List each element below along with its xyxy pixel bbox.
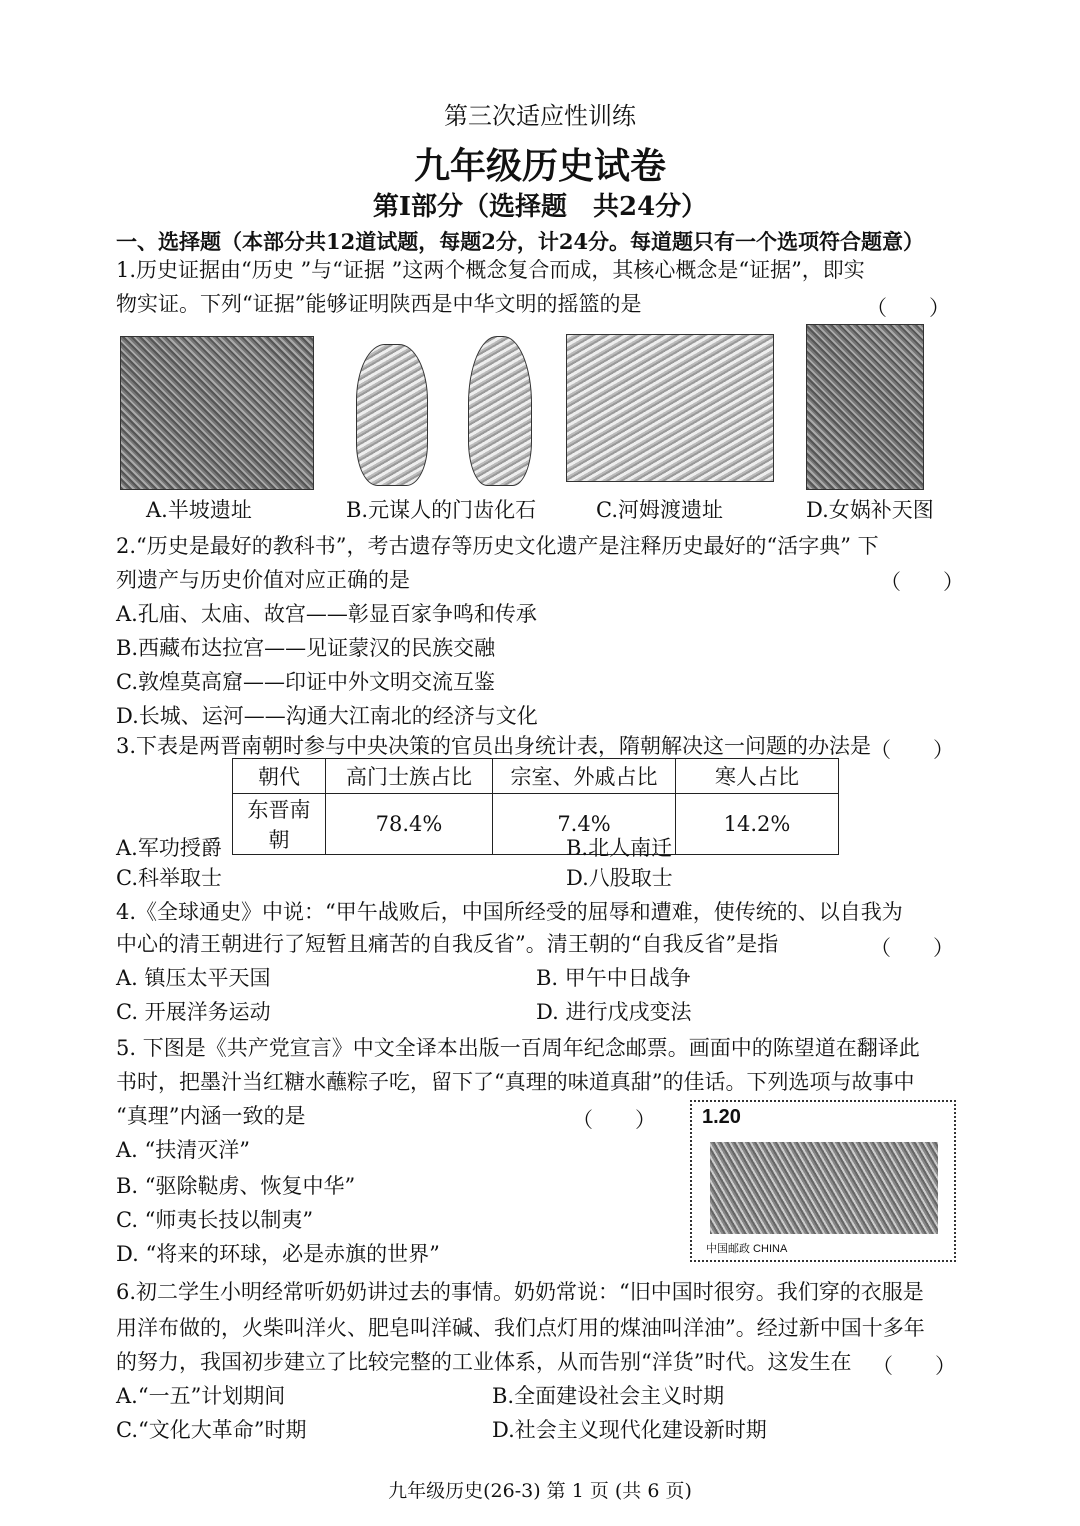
q2-option-d: D.长城、运河——沟通大江南北的经济与文化 [116, 704, 538, 728]
q1-answer-blank: （ ） [866, 296, 950, 320]
table-cell: 东晋南朝 [233, 794, 326, 855]
q2-option-a: A.孔庙、太庙、故宫——彰显百家争鸣和传承 [116, 602, 537, 626]
table-cell: 14.2% [676, 794, 839, 855]
table-header-cell: 寒人占比 [676, 759, 839, 794]
tooth-fossil-image-2 [468, 336, 532, 486]
stamp-value: 1.20 [702, 1106, 741, 1128]
table-header-cell: 朝代 [233, 759, 326, 794]
q6-option-b: B.全面建设社会主义时期 [492, 1384, 725, 1408]
table-cell: 78.4% [326, 794, 493, 855]
q1-stem-line2: 物实证。下列“证据”能够证明陕西是中华文明的摇篮的是 [116, 292, 642, 316]
q3-option-b: B.北人南迁 [566, 836, 673, 860]
q3-option-a: A.军功授爵 [116, 836, 222, 860]
hemudu-site-image [566, 334, 774, 482]
q5-option-b: B. “驱除鞑虏、恢复中华” [116, 1174, 356, 1198]
q1-option-c: C.河姆渡遗址 [596, 498, 723, 522]
tooth-fossil-image-1 [356, 344, 428, 486]
q5-answer-blank: （ ） [572, 1108, 656, 1132]
q4-option-c: C. 开展洋务运动 [116, 1000, 271, 1024]
q6-answer-blank: （ ） [872, 1354, 956, 1378]
part-heading: 第Ⅰ部分（选择题 共24分） [372, 192, 708, 222]
q4-option-a: A. 镇压太平天国 [116, 966, 271, 990]
table-header-cell: 宗室、外戚占比 [493, 759, 676, 794]
commemorative-stamp-image [690, 1100, 956, 1262]
q3-option-d: D.八股取士 [566, 866, 673, 890]
q2-option-c: C.敦煌莫高窟——印证中外文明交流互鉴 [116, 670, 495, 694]
q6-option-d: D.社会主义现代化建设新时期 [492, 1418, 767, 1442]
table-header-cell: 高门士族占比 [326, 759, 493, 794]
table-row [233, 794, 839, 855]
stamp-country: 中国邮政 CHINA [706, 1243, 788, 1255]
q1-option-d: D.女娲补天图 [806, 498, 934, 522]
page-footer: 九年级历史(26-3) 第 1 页 (共 6 页) [388, 1480, 692, 1502]
q2-option-b: B.西藏布达拉宫——见证蒙汉的民族交融 [116, 636, 496, 660]
q6-stem-line3: 的努力，我国初步建立了比较完整的工业体系，从而告别“洋货”时代。这发生在 [116, 1350, 852, 1374]
table-cell: 7.4% [493, 794, 676, 855]
q2-stem-line1: 2.“历史是最好的教科书”，考古遗存等历史文化遗产是注释历史最好的“活字典” 下 [116, 534, 879, 558]
q1-option-a: A.半坡遗址 [146, 498, 252, 522]
q5-stem-line1: 5. 下图是《共产党宣言》中文全译本出版一百周年纪念邮票。画面中的陈望道在翻译此 [116, 1036, 920, 1060]
exam-title: 九年级历史试卷 [413, 145, 666, 187]
q6-option-a: A.“一五”计划期间 [116, 1384, 286, 1408]
q3-option-c: C.科举取士 [116, 866, 222, 890]
q4-stem-line2: 中心的清王朝进行了短暂且痛苦的自我反省”。清王朝的“自我反省”是指 [116, 932, 779, 956]
q3-answer-blank: （ ） [870, 738, 954, 762]
q5-option-d: D. “将来的环球，必是赤旗的世界” [116, 1242, 440, 1266]
q1-stem-line1: 1.历史证据由“历史 ”与“证据 ”这两个概念复合而成，其核心概念是“证据”，即实 [116, 258, 865, 282]
q4-option-d: D. 进行戊戌变法 [536, 1000, 692, 1024]
q6-option-c: C.“文化大革命”时期 [116, 1418, 307, 1442]
q3-stem: 3.下表是两晋南朝时参与中央决策的官员出身统计表，隋朝解决这一问题的办法是 [116, 734, 872, 758]
q4-answer-blank: （ ） [870, 936, 954, 960]
table-header-row [233, 759, 839, 794]
q6-stem-line2: 用洋布做的，火柴叫洋火、肥皂叫洋碱、我们点灯用的煤油叫洋油”。经过新中国十多年 [116, 1316, 925, 1340]
q5-stem-line3: “真理”内涵一致的是 [116, 1104, 306, 1128]
banpo-site-image [120, 336, 314, 490]
officials-origin-table [232, 758, 839, 855]
q2-stem-line2: 列遗产与历史价值对应正确的是 [116, 568, 410, 592]
q5-option-a: A. “扶清灭洋” [116, 1138, 250, 1162]
section-heading: 一、选择题（本部分共12道试题，每题2分，计24分。每道题只有一个选项符合题意） [116, 229, 925, 254]
q2-answer-blank: （ ） [880, 570, 964, 594]
q5-option-c: C. “师夷长技以制夷” [116, 1208, 314, 1232]
exam-subtitle: 第三次适应性训练 [444, 102, 636, 130]
q4-option-b: B. 甲午中日战争 [536, 966, 691, 990]
q5-stem-line2: 书时，把墨汁当红糖水蘸粽子吃，留下了“真理的味道真甜”的佳话。下列选项与故事中 [116, 1070, 915, 1094]
q1-option-b: B.元谋人的门齿化石 [346, 498, 537, 522]
stamp-portrait [710, 1142, 938, 1234]
nuwa-painting-image [806, 324, 924, 490]
q6-stem-line1: 6.初二学生小明经常听奶奶讲过去的事情。奶奶常说：“旧中国时很穷。我们穿的衣服是 [116, 1280, 924, 1304]
q4-stem-line1: 4.《全球通史》中说：“甲午战败后，中国所经受的屈辱和遭难，使传统的、以自我为 [116, 900, 903, 924]
